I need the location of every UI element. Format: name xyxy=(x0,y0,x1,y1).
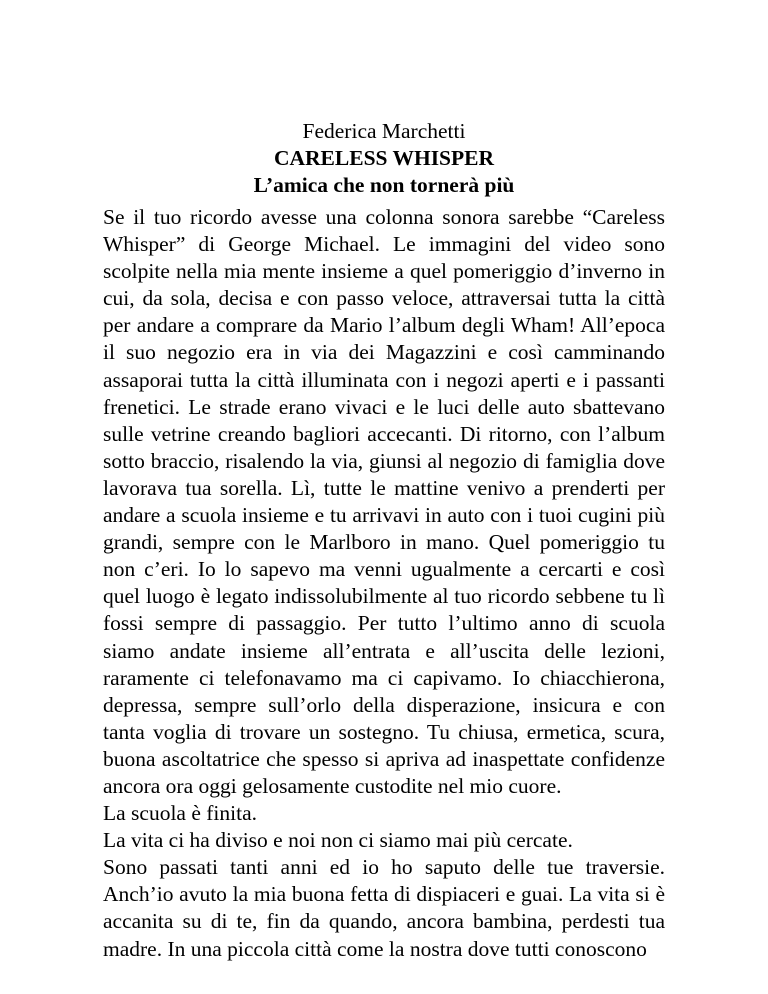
document-body xyxy=(103,204,665,963)
paragraph: Se il tuo ricordo avesse una colonna sonora sarebbe “Careless Whisper” di George Michael. Le immagini del video sono scolpite nella mia mente insieme a quel pomeriggio d’inverno in cui, da sola, decisa e con passo veloce, attraversai tutta la città per andare a comprare da Mario l’album degli Wham! All’epoca il suo negozio era in via dei Magazzini e così camminando assaporai tutta la città illuminata con i negozi aperti e i passanti frenetici. Le strade erano vivaci e le luci delle auto sbattevano sulle vetrine creando bagliori accecanti. Di ritorno, con l’album sotto braccio, risalendo la via, giunsi al negozio di famiglia dove lavorava tua sorella. Lì, tutte le mattine venivo a prenderti per andare a scuola insieme e tu arrivavi in auto con i tuoi cugini più grandi, sempre con le Marlboro in mano. Quel pomeriggio tu non c’eri. Io lo sapevo ma venni ugualmente a cercarti e così quel luogo è legato indissolubilmente al tuo ricordo sebbene tu lì fossi sempre di passaggio. Per tutto l’ultimo anno di scuola siamo andate insieme all’entrata e all’uscita delle lezioni, raramente ci telefonavamo ma ci capivamo. Io chiacchierona, depressa, sempre sull’orlo della disperazione, insicura e con tanta voglia di trovare un sostegno. Tu chiusa, ermetica, scura, buona ascoltatrice che spesso si apriva ad inaspettate confidenze ancora ora oggi gelosamente custodite nel mio cuore. xyxy=(103,205,665,798)
author-name: Federica Marchetti xyxy=(302,119,466,143)
paragraph: La scuola è finita. xyxy=(103,801,258,826)
document-subtitle: L’amica che non tornerà più xyxy=(253,173,515,197)
document-title: CARELESS WHISPER xyxy=(273,146,495,170)
document-header xyxy=(0,118,768,199)
paragraph: La vita ci ha diviso e noi non ci siamo mai più cercate. xyxy=(103,828,573,853)
paragraph: Sono passati tanti anni ed io ho saputo delle tue traversie. Anch’io avuto la mia buona fetta di dispiaceri e guai. La vita si è accanita su di te, fin da quando, ancora bambina, perdesti tua madre. In una piccola città come la nostra dove tutti conoscono xyxy=(103,855,665,961)
